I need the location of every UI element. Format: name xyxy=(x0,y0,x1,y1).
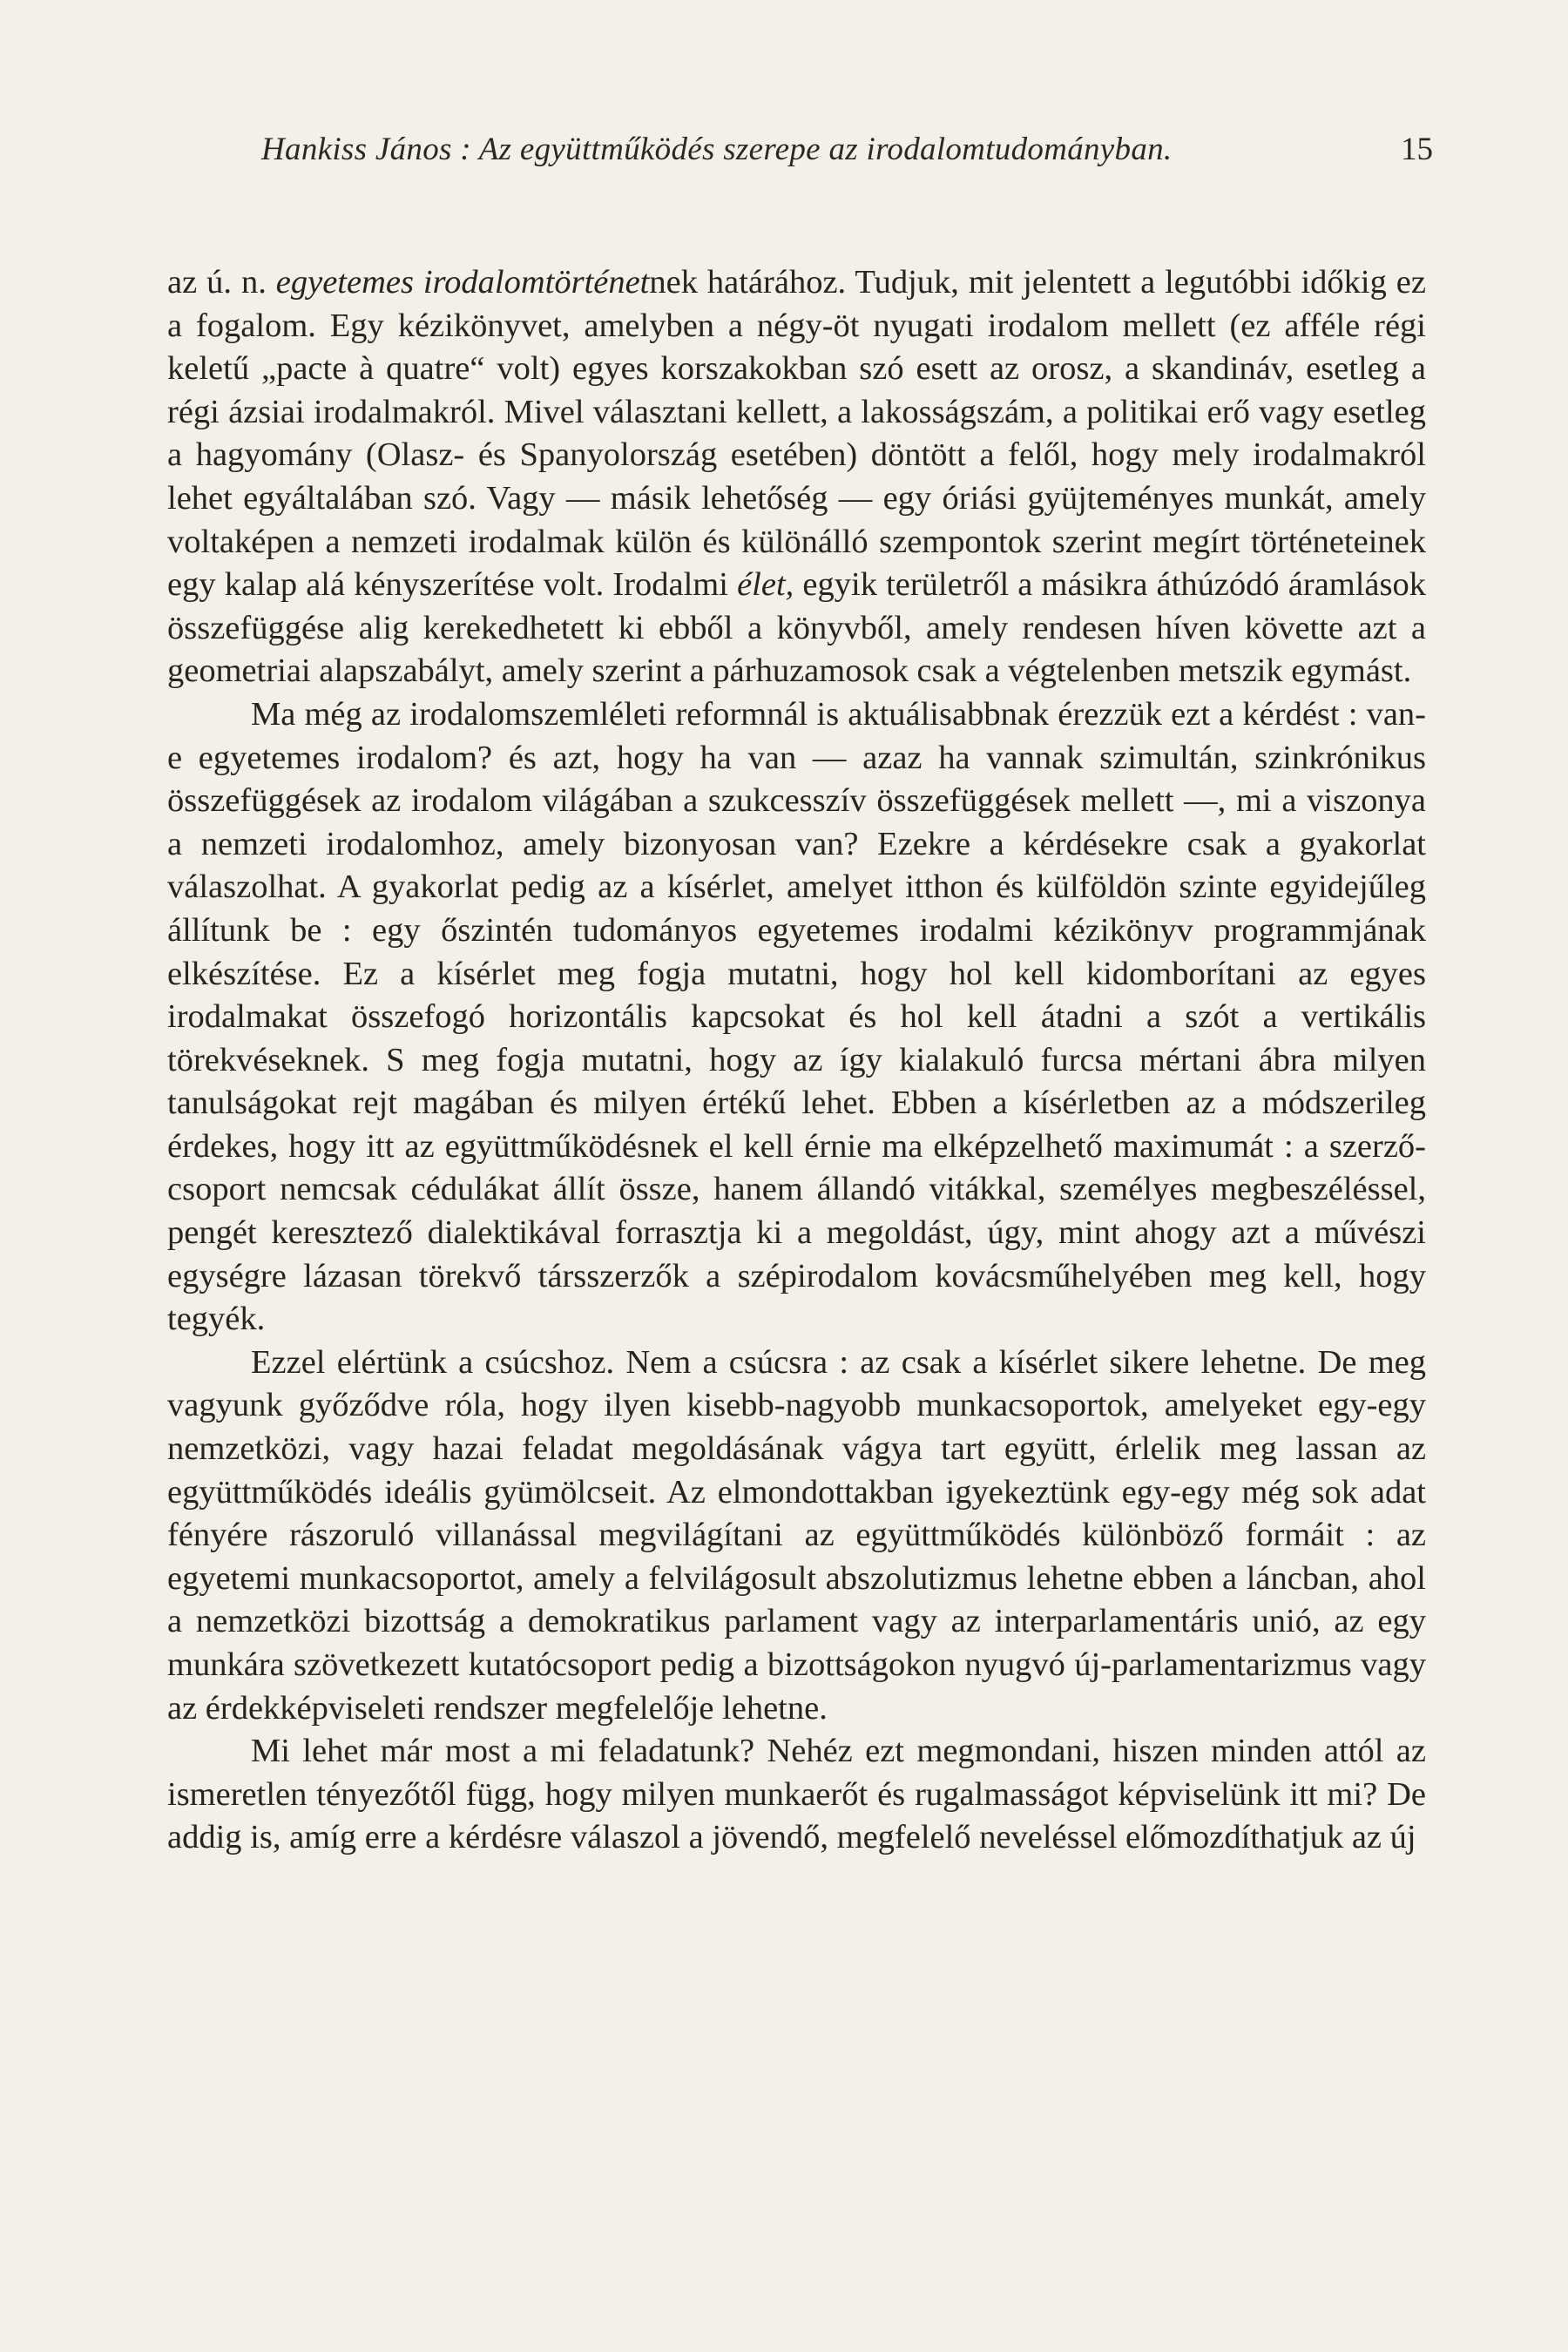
paragraph xyxy=(167,1342,1426,1730)
running-title: Hankiss János : Az együttműködés szerepe az irodalomtudományban. xyxy=(261,132,1173,167)
text-segment: egyik területről a másikra áthúzódó áramlások összefüggése alig kerekedhetett ki ebből a könyvből, amely rendesen híven követte azt a geometriai alapszabályt, amely szerint a párhuzamosok csak a végtelenben metszik egymást. xyxy=(167,566,1426,690)
italic-term: egyetemes irodalomtörténet xyxy=(275,264,650,301)
text-segment: az ú. n. xyxy=(167,264,276,301)
body-text xyxy=(167,261,1426,2300)
running-header xyxy=(261,131,1433,183)
text-segment: Ezzel elértünk a csúcshoz. Nem a csúcsra : az csak a kísérlet sikere lehetne. De meg vagyunk győződve róla, hogy ilyen kisebb-nagyobb munkacsoportok, amelyeket egy-egy nemzetközi, vagy hazai feladat megoldásának vágya tart együtt, érlelik meg lassan az együttműködés ideális gyümölcseit. Az elmondottakban igyekeztünk egy-egy még sok adat fényére rászoruló villanással megvilágítani az együttműködés különböző formáit : az egyetemi munkacsoportot, amely a felvilágosult abszolutizmus lehetne ebben a láncban, ahol a nemzetközi bizottság a demokratikus parlament vagy az interparlamentáris unió, az egy munkára szövetkezett kutatócsoport pedig a bizottságokon nyugvó új-parlamentarizmus vagy az érdekképviseleti rendszer megfelelője lehetne. xyxy=(167,1343,1426,1727)
italic-term: élet, xyxy=(737,566,794,604)
text-segment: Ma még az irodalomszemléleti reformnál is aktuálisabbnak érezzük ezt a kérdést : van-e egyetemes irodalom? és azt, hogy ha van — azaz ha vannak szimultán, szinkrónikus összefüggések az irodalom világában a szukcesszív összefüggések mellett —, mi a viszonya a nemzeti irodalomhoz, amely bizonyosan van? Ezekre a kérdésekre csak a gyakorlat válaszolhat. A gyakorlat pedig az a kísérlet, amelyet itthon és külföldön szinte egyidejűleg állítunk be : egy őszintén tudományos egyetemes irodalmi kézikönyv programmjának elkészítése. Ez a kísérlet meg fogja mutatni, hogy hol kell kidomborítani az egyes irodalmakat összefogó horizontális kapcsokat és hol kell átadni a szót a vertikális törekvéseknek. S meg fogja mutatni, hogy az így kialakuló furcsa mértani ábra milyen tanulságokat rejt magában és milyen értékű lehet. Ebben a kísérletben az a módszerileg érdekes, hogy itt az együttműködésnek el kell érnie ma elképzelhető maximumát : a szerző-csoport nemcsak cédulákat állít össze, hanem állandó vitákkal, személyes megbeszéléssel, pengét keresztező dialektikával forrasztja ki a megoldást, úgy, mint ahogy azt a művészi egységre lázasan törekvő társszerzők a szépirodalom kovácsműhelyében meg kell, hogy tegyék. xyxy=(167,695,1426,1338)
text-segment: Mi lehet már most a mi feladatunk? Nehéz ezt megmondani, hiszen minden attól az ismeretlen tényezőtől függ, hogy milyen munkaerőt és rugalmasságot képviselünk itt mi? De addig is, amíg erre a kérdésre válaszol a jövendő, megfelelő neveléssel előmozdíthatjuk az új xyxy=(167,1733,1426,1856)
paragraph xyxy=(167,693,1426,1342)
text-segment: nek határához. Tudjuk, mit jelentett a legutóbbi időkig ez a fogalom. Egy kézikönyvet, amelyben a négy-öt nyugati irodalom mellett (ez afféle régi keletű „pacte à quatre“ volt) egyes korszakokban szó esett az orosz, a skandináv, esetleg a régi ázsiai irodalmakról. Mivel választani kellett, a lakosságszám, a politikai erő vagy esetleg a hagyomány (Olasz- és Spanyolország esetében) döntött a felől, hogy mely irodalmakról lehet egyáltalában szó. Vagy — másik lehetőség — egy óriási gyüjteményes munkát, amely voltaképen a nemzeti irodalmak külön és különálló szempontok szerint megírt történeteinek egy kalap alá kényszerítése volt. Irodalmi xyxy=(167,264,1426,604)
page-number: 15 xyxy=(1401,132,1433,167)
paragraph xyxy=(167,1730,1426,1860)
paragraph xyxy=(167,261,1426,693)
